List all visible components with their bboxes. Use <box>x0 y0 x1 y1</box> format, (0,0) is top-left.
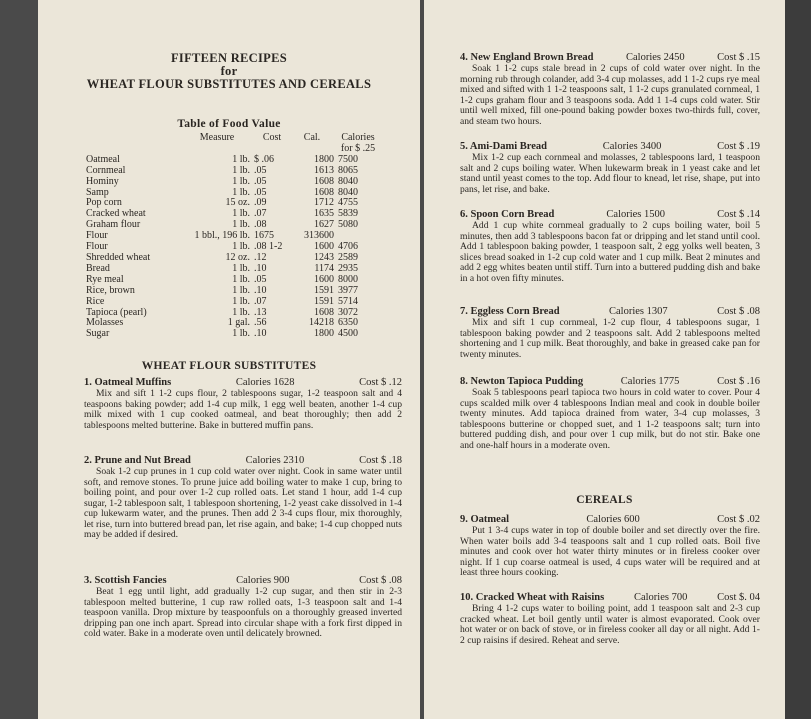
food-cost: .05 <box>254 273 267 285</box>
recipe-text: Soak 5 tablespoons pearl tapioca two hours in cold water to cover. Pour 4 cups scalded milk over 4 tablespoons Indian meal and cook in double boiler twenty minutes. Add tapioca drained from water, 3-4 cup molasses, 3 tablespoons butterine or chopped suet, and 1 1-2 teaspoons salt; turn into buttered pudding dish, and pour over 1 cup milk, but do not stir. Bake one and one-half hours in a moderate oven. <box>460 387 760 451</box>
recipe-calories: Calories 3400 <box>602 141 662 152</box>
food-measure: 15 oz. <box>225 197 250 209</box>
recipe-name: 10. Cracked Wheat with Raisins <box>460 592 605 603</box>
recipe-text: Beat 1 egg until light, add gradually 1-2 cup sugar, and then stir in 2-3 tablespoon melted butterine, 1 cup raw rolled oats, 1-3 teaspoon salt and 1-4 teaspoon vanilla. Drop mixture by teaspoonfuls on a thoroughly greased inverted dripping pan one inch apart. Spread into circular shape with a fork first dipped in cold water. Bake in a moderate oven until delicately browned. <box>84 586 402 639</box>
food-name: Shredded wheat <box>86 251 151 263</box>
header-calories: Calories <box>341 132 375 143</box>
recipe-2 <box>84 455 402 541</box>
title-line-1: FIFTEEN RECIPES <box>171 51 287 65</box>
food-calories: 8065 <box>338 164 358 176</box>
recipe-name: 1. Oatmeal Muffins <box>84 377 172 388</box>
food-calories: 3072 <box>338 306 358 318</box>
food-cost: .10 <box>254 262 267 274</box>
food-measure: 1 lb. <box>232 295 250 307</box>
recipe-name: 8. Newton Tapioca Pudding <box>460 376 584 387</box>
food-measure: 1 lb. <box>232 273 250 285</box>
recipe-8 <box>460 376 760 451</box>
section-heading-cereals: CEREALS <box>576 494 633 506</box>
food-cal: 1600 <box>314 273 334 285</box>
recipe-text: Soak 1-2 cup prunes in 1 cup cold water over night. Cook in same water until soft, and remove stones. To prune juice add boiling water to make 1 cup, bring to boiling point, and pour over 1-2 cup rolled oats. Let stand 1 hour, add 1-4 cup sugar, 1-2 tablespoon salt, 1 tablespoon shortening, 1-2 yeast cake dissolved in 1-4 cup lukewarm water, and the prunes. Then add 2 3-4 cups flour, mix thoroughly, let rise, turn into buttered bread pan, let rise again, and bake; 1-4 cup chopped nuts may be added if desired. <box>84 466 402 540</box>
food-measure: 1 bbl., 196 lb. <box>194 230 250 242</box>
title-line-2: for <box>220 64 238 78</box>
food-name: Hominy <box>86 175 119 187</box>
food-name: Sugar <box>86 328 110 340</box>
recipe-text: Put 1 3-4 cups water in top of double boiler and set directly over the fire. When water boils add 3-4 teaspoons salt and 1 cup rolled oats. Boil five minutes and cook over hot water thirty minutes or in fireless cooker over night. If 1 cup coarse oatmeal is used, 4 cups water will be required and at least three hours cooking. <box>460 525 760 578</box>
food-calories: 4500 <box>338 328 358 340</box>
food-measure: 12 oz. <box>225 251 250 263</box>
food-name: Cracked wheat <box>86 208 146 220</box>
recipe-text: Mix 1-2 cup each cornmeal and molasses, 2 tablespoons lard, 1 teaspoon salt and 2 cups boiling water. When lukewarm break in 1 yeast cake and let stand until yeast comes to the top. Add flour to knead, let rise, shape, put into pans, let rise, and bake. <box>460 152 760 195</box>
food-value-table <box>86 133 378 340</box>
table-row <box>86 177 378 188</box>
food-calories: 2589 <box>338 251 358 263</box>
recipe-calories: Calories 1500 <box>606 209 666 220</box>
food-measure: 1 lb. <box>232 164 250 176</box>
table-row <box>86 297 378 308</box>
recipe-text: Soak 1 1-2 cups stale bread in 2 cups of cold water over night. In the morning rub through colander, add 3-4 cup molasses, add 1 1-2 cups rye meal mixed and sifted with 1 1-2 teaspoons salt, 1 1-2 cups granulated cornmeal, 1 1-2 cups graham flour and 3 teaspoons soda. Add 1 1-4 cups cold water. Stir until well mixed, fill one-pound baking powder boxes two-thirds full, cover, and steam two hours. <box>460 63 760 127</box>
recipe-9 <box>460 514 760 579</box>
recipe-cost: Cost $ .19 <box>717 141 760 152</box>
food-cost: .08 <box>254 219 267 231</box>
food-cal: 1608 <box>314 175 334 187</box>
recipe-cost: Cost $ .08 <box>717 306 760 317</box>
food-cal: 1591 <box>314 284 334 296</box>
food-calories: 4706 <box>338 241 358 253</box>
recipe-name: 4. New England Brown Bread <box>460 52 594 63</box>
food-measure: 1 lb. <box>232 306 250 318</box>
recipe-1 <box>84 377 402 431</box>
food-name: Pop corn <box>86 197 122 209</box>
food-cost: .10 <box>254 328 267 340</box>
food-cost: .05 <box>254 175 267 187</box>
header-cal: Cal. <box>303 132 321 143</box>
recipe-name: 5. Ami-Dami Bread <box>460 141 548 152</box>
food-cal: 1591 <box>314 295 334 307</box>
food-name: Samp <box>86 186 109 198</box>
recipe-name: 2. Prune and Nut Bread <box>84 455 191 466</box>
food-name: Tapioca (pearl) <box>86 306 147 318</box>
recipe-cost: Cost $ .08 <box>359 575 402 586</box>
food-cost: .07 <box>254 295 267 307</box>
recipe-cost: Cost $ .15 <box>717 52 760 63</box>
table-row <box>86 286 378 297</box>
food-cal: 1627 <box>314 219 334 231</box>
food-name: Graham flour <box>86 219 141 231</box>
table-row <box>86 166 378 177</box>
food-cost: .05 <box>254 164 267 176</box>
recipe-cost: Cost $ .18 <box>359 455 402 466</box>
food-name: Flour <box>86 241 108 253</box>
food-cost: $ .06 <box>254 153 274 165</box>
food-cal: 1243 <box>314 251 334 263</box>
food-cal: 313600 <box>304 230 334 242</box>
food-measure: 1 lb. <box>232 219 250 231</box>
recipe-calories: Calories 1775 <box>620 376 680 387</box>
recipe-calories: Calories 900 <box>236 575 290 586</box>
left-page <box>38 0 420 719</box>
recipe-text: Add 1 cup white cornmeal gradually to 2 cups boiling water, boil 5 minutes, then add 3 tablespoons bacon fat or dripping and let stand until cool. Add 1 tablespoon baking powder, 1 teaspoon salt, 2 egg yolks well beaten, 3 slices bread soaked in 1-2 cup cold water and 1 cup milk. Beat 2 minutes and add 2 egg whites beaten until stiff. Turn into a buttered pudding dish and bake in a hot oven fifty minutes. <box>460 220 760 284</box>
food-cost: 1675 <box>254 230 274 242</box>
food-measure: 1 lb. <box>232 208 250 220</box>
food-name: Oatmeal <box>86 153 120 165</box>
food-name: Molasses <box>86 317 124 329</box>
food-calories: 5839 <box>338 208 358 220</box>
recipe-cost: Cost $. 04 <box>717 592 760 603</box>
header-cost: Cost <box>262 132 282 143</box>
food-cost: .13 <box>254 306 267 318</box>
recipe-text: Mix and sift 1 cup cornmeal, 1-2 cup flour, 4 tablespoons sugar, 1 tablespoon baking powder and 2 teaspoons salt. Add 2 tablespoons melted shortening and 1 cup milk. Beat thoroughly, and bake in greased cake pan for twenty minutes. <box>460 317 760 360</box>
recipe-calories: Calories 1307 <box>609 306 668 317</box>
food-measure: 1 lb. <box>232 241 250 253</box>
header-measure: Measure <box>199 132 235 143</box>
food-cal: 1635 <box>314 208 334 220</box>
food-cal: 1712 <box>314 197 334 209</box>
right-page <box>424 0 785 719</box>
food-name: Flour <box>86 230 108 242</box>
food-calories: 6350 <box>338 317 358 329</box>
food-calories: 4755 <box>338 197 358 209</box>
food-cost: .08 1-2 <box>254 241 283 253</box>
recipe-3 <box>84 575 402 640</box>
food-measure: 1 lb. <box>232 262 250 274</box>
recipe-10 <box>460 592 760 646</box>
food-name: Cornmeal <box>86 164 126 176</box>
food-cal: 1613 <box>314 164 334 176</box>
food-cal: 1800 <box>314 328 334 340</box>
recipe-cost: Cost $ .12 <box>359 377 402 388</box>
food-calories: 3977 <box>338 284 358 296</box>
food-calories: 5080 <box>338 219 358 231</box>
food-measure: 1 gal. <box>227 317 250 329</box>
section-heading-substitutes: WHEAT FLOUR SUBSTITUTES <box>141 360 317 372</box>
food-measure: 1 lb. <box>232 186 250 198</box>
food-name: Rice, brown <box>86 284 135 296</box>
food-table-title: Table of Food Value <box>177 118 281 130</box>
food-cost: .56 <box>254 317 267 329</box>
header-calories-unit: for $ .25 <box>340 142 376 154</box>
recipe-6 <box>460 209 760 284</box>
recipe-cost: Cost $ .02 <box>717 514 760 525</box>
title-line-3: WHEAT FLOUR SUBSTITUTES AND CEREALS <box>86 77 372 91</box>
food-calories: 7500 <box>338 153 358 165</box>
recipe-name: 6. Spoon Corn Bread <box>460 209 555 220</box>
food-measure: 1 lb. <box>232 175 250 187</box>
background-edge <box>785 0 811 719</box>
food-calories: 8000 <box>338 273 358 285</box>
recipe-text: Bring 4 1-2 cups water to boiling point, add 1 teaspoon salt and 2-3 cup cracked wheat. Let boil gently until water is almost evaporated. Cook over hot water or on back of stove, or in fireless cooker all day or all night. Add 1-2 cup raisins if desired. Reheat and serve. <box>460 603 760 646</box>
food-calories: 5714 <box>338 295 358 307</box>
food-calories: 2935 <box>338 262 358 274</box>
food-cost: .09 <box>254 197 267 209</box>
recipe-calories: Calories 2450 <box>626 52 685 63</box>
food-calories: 8040 <box>338 186 358 198</box>
recipe-name: 9. Oatmeal <box>460 514 509 525</box>
document-title <box>38 52 420 91</box>
recipe-7 <box>460 306 760 360</box>
recipe-4 <box>460 52 760 127</box>
recipe-name: 3. Scottish Fancies <box>84 575 167 586</box>
food-measure: 1 lb. <box>232 284 250 296</box>
food-cal: 1174 <box>314 262 334 274</box>
food-cost: .05 <box>254 186 267 198</box>
food-cal: 1800 <box>314 153 334 165</box>
food-cost: .12 <box>254 251 267 263</box>
recipe-5 <box>460 141 760 195</box>
recipe-calories: Calories 1628 <box>235 377 295 388</box>
table-header-row <box>86 133 378 144</box>
food-table-body <box>86 155 378 340</box>
recipe-calories: Calories 600 <box>586 514 640 525</box>
header-blank <box>86 133 184 144</box>
food-name: Rice <box>86 295 105 307</box>
recipe-text: Mix and sift 1 1-2 cups flour, 2 tablespoons sugar, 1-2 teaspoon salt and 4 teaspoons baking powder; add 1-4 cup milk, 1 egg well beaten, another 1-4 cup milk mixed with 1 cup cooked oatmeal, and beat thoroughly; then add 2 tablespoons melted butterine. Bake in buttered muffin pans. <box>84 388 402 431</box>
food-cal: 1608 <box>314 186 334 198</box>
food-cal: 1600 <box>314 241 334 253</box>
recipe-cost: Cost $ .14 <box>717 209 760 220</box>
food-cost: .10 <box>254 284 267 296</box>
recipe-name: 7. Eggless Corn Bread <box>460 306 560 317</box>
food-cost: .07 <box>254 208 267 220</box>
recipe-calories: Calories 700 <box>633 592 688 603</box>
food-cal: 1608 <box>314 306 334 318</box>
food-name: Rye meal <box>86 273 124 285</box>
recipe-cost: Cost $ .16 <box>717 376 760 387</box>
food-calories: 8040 <box>338 175 358 187</box>
food-measure: 1 lb. <box>232 153 250 165</box>
table-row <box>86 329 378 340</box>
food-name: Bread <box>86 262 110 274</box>
food-cal: 14218 <box>309 317 334 329</box>
recipe-calories: Calories 2310 <box>245 455 305 466</box>
food-measure: 1 lb. <box>232 328 250 340</box>
